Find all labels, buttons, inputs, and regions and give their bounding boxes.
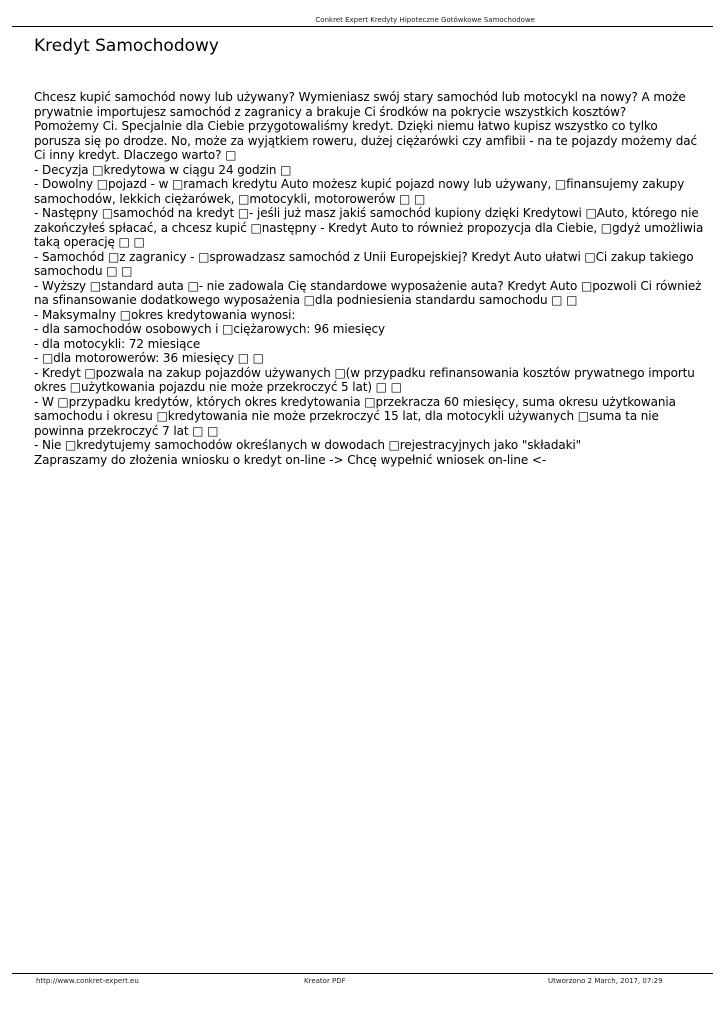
page-header: Conkret Expert Kredyty Hipoteczne Gotówkowe Samochodowe <box>315 16 535 24</box>
list-item: - W □przypadku kredytów, których okres kredytowania □przekracza 60 miesięcy, suma okresu użytkowania samochodu i okresu □kredytowania nie może przekroczyć 15 lat, dla motocykli używanych □suma ta nie powinna przekroczyć 7 lat □ □ <box>34 394 676 438</box>
list-item: - dla samochodów osobowych i □ciężarowych: 96 miesięcy <box>34 322 386 336</box>
list-item: - Nie □kredytujemy samochodów określanych w dowodach □rejestracyjnych jako "składaki" <box>34 438 582 452</box>
list-item: - Następny □samochód na kredyt □- jeśli już masz jakiś samochód kupiony dzięki Kredytowi □Auto, którego nie zakończyłeś spłacać, a chcesz kupić □następny - Kredyt Auto to również propozycja dla Ciebie, □gdyż umożliwia taką operację □ □ <box>34 206 704 249</box>
footer-created-date: Utworzono 2 March, 2017, 07:29 <box>548 977 663 985</box>
list-item: - Maksymalny □okres kredytowania wynosi: <box>34 307 296 322</box>
list-item: - dla motocykli: 72 miesiące <box>34 336 201 351</box>
footer-url: http://www.conkret-expert.eu <box>36 977 139 985</box>
list-item: - □dla motorowerów: 36 miesięcy □ □ <box>34 351 264 365</box>
list-item: - Decyzja □kredytowa w ciągu 24 godzin □ <box>34 162 292 177</box>
footer-rule <box>12 973 713 974</box>
list-item: - Dowolny □pojazd - w □ramach kredytu Auto możesz kupić pojazd nowy lub używany, □finansujemy zakupy samochodów, lekkich ciężarówek, □motocykli, motorowerów □ □ <box>34 177 685 206</box>
page-title: Kredyt Samochodowy <box>34 36 219 56</box>
list-item: - Wyższy □standard auta □- nie zadowala Cię standardowe wyposażenie auta? Kredyt Auto □pozwoli Ci również na sfinansowanie dodatkowego wyposażenia □dla podniesienia standardu samochodu □ □ <box>34 278 702 307</box>
call-to-action-text: Zapraszamy do złożenia wniosku o kredyt on-line -> Chcę wypełnić wniosek on-line <- <box>34 452 547 467</box>
footer-generator: Kreator PDF <box>304 977 346 985</box>
list-item: - Kredyt □pozwala na zakup pojazdów używanych □(w przypadku refinansowania kosztów prywatnego importu okres □użytkowania pojazdu nie może przekroczyć 5 lat) □ □ <box>34 365 695 394</box>
article-body <box>34 90 704 467</box>
paragraph: Pomożemy Ci. Specjalnie dla Ciebie przygotowaliśmy kredyt. Dzięki niemu łatwo kupisz wszystko co tylko porusza się po drodze. No, może za wyjątkiem roweru, dużej ciężarówki czy amfibii - na te pojazdy możemy dać Ci inny kredyt. Dlaczego warto? □ <box>34 119 697 162</box>
paragraph: Chcesz kupić samochód nowy lub używany? Wymieniasz swój stary samochód lub motocykl na nowy? A może prywatnie importujesz samochód z zagranicy a brakuje Ci środków na pokrycie wszystkich kosztów? <box>34 90 686 119</box>
list-item: - Samochód □z zagranicy - □sprowadzasz samochód z Unii Europejskiej? Kredyt Auto ułatwi □Ci zakup takiego samochodu □ □ <box>34 249 694 278</box>
